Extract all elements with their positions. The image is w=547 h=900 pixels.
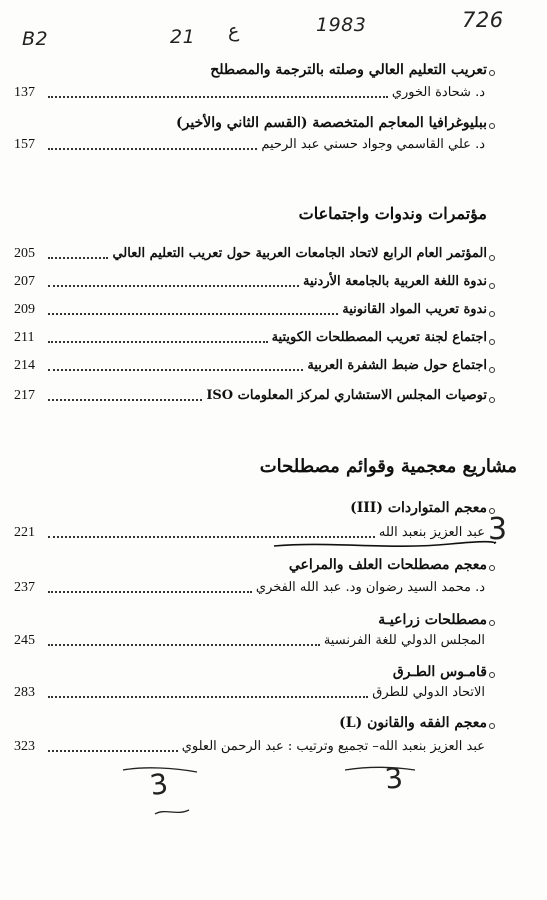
bullet-icon [489,283,495,289]
entry-title: اجتماع لجنة تعريب المصطلحات الكويتية [271,330,487,345]
bullet-icon [489,311,495,317]
page-number: 217 [14,388,35,403]
item-author-row [14,136,485,154]
project-author: عبد العزيز بنعبد الله– تجميع وترتيب : عبد الرحمن العلوي [181,739,485,754]
item-author-row [14,84,485,102]
handwritten-strokes [115,764,445,824]
entry-title: توصيات المجلس الاستشاري لمركز المعلومات ISO [206,388,487,403]
handwritten-underline [270,538,500,552]
bullet-icon [489,255,495,261]
project-title: معجم المتواردات (III) [350,500,487,516]
page-number: 209 [14,302,35,317]
project-author-row [14,684,485,702]
entry-title: ندوة اللغة العربية بالجامعة الأردنية [303,274,487,289]
project-title: معجم الفقه والقانون (L) [339,715,487,731]
page-number: 207 [14,274,35,289]
dot-leader [48,147,257,150]
page-number: 205 [14,246,35,261]
toc-entry [14,357,487,375]
bullet-icon [489,70,495,76]
page-number: 323 [14,739,35,754]
handwritten-note-21: 21 [170,26,196,48]
handwritten-number: 726 [462,8,504,32]
handwritten-note-b2: B2 [22,28,49,50]
dot-leader [48,284,299,287]
entry-title: ندوة تعريب المواد القانونية [342,302,487,317]
page-number: 245 [14,633,35,648]
toc-entry [14,245,487,263]
item-author: د. شحادة الخوري [391,85,485,100]
project-author-row [14,579,485,597]
entry-title: المؤتمر العام الرابع لاتحاد الجامعات العربية حول تعريب التعليم العالي [112,246,487,261]
item-title: ببليوغرافيا المعاجم المتخصصة (القسم الثاني والأخير) [176,115,487,131]
toc-entry [14,329,487,347]
page-number: 237 [14,580,35,595]
project-title: قامـوس الطـرق [392,664,487,680]
entry-title: اجتماع حول ضبط الشفرة العربية [307,358,487,373]
item-author: د. علي القاسمي وجواد حسني عبد الرحيم [261,137,485,152]
page-number: 137 [14,85,35,100]
toc-entry [14,301,487,319]
bullet-icon [489,620,495,626]
project-title: مصطلحات زراعيـة [378,612,487,628]
toc-entry [14,273,487,291]
page-number: 214 [14,358,35,373]
dot-leader [48,398,202,401]
dot-leader [48,695,368,698]
project-author: د. محمد السيد رضوان ود. عبد الله الفخري [255,580,485,595]
handwritten-note-ain: ع [228,20,240,42]
bullet-icon [489,339,495,345]
handwritten-mark: 3 [383,761,406,796]
bullet-icon [489,723,495,729]
bullet-icon [489,367,495,373]
dot-leader [48,340,268,343]
dot-leader [48,95,388,98]
section-heading: مؤتمرات وندوات واجتماعات [298,204,487,223]
dot-leader [48,643,320,646]
dot-leader [48,312,338,315]
handwritten-margin-mark: 3 [488,512,508,547]
handwritten-year: 1983 [316,14,367,36]
section-heading: مشاريع معجمية وقوائم مصطلحات [259,456,517,477]
project-title: معجم مصطلحات العلف والمراعي [288,557,487,573]
dot-leader [48,256,108,259]
page-number: 283 [14,685,35,700]
project-author-row [14,632,485,650]
page-number: 221 [14,525,35,540]
handwritten-mark: 3 [147,766,171,803]
bullet-icon [489,672,495,678]
item-title: تعريب التعليم العالي وصلته بالترجمة والمصطلح [210,62,487,78]
page-number: 157 [14,137,35,152]
project-author: المجلس الدولي للغة الفرنسية [323,633,485,648]
dot-leader [48,749,178,752]
dot-leader [48,590,252,593]
project-author-row [14,738,485,756]
project-author: عبد العزيز بنعبد الله [378,525,485,540]
bullet-icon [489,565,495,571]
page-number: 211 [14,330,35,345]
dot-leader [48,368,303,371]
toc-entry [14,387,487,405]
bullet-icon [489,397,495,403]
bullet-icon [489,123,495,129]
project-author: الاتحاد الدولي للطرق [372,685,485,700]
